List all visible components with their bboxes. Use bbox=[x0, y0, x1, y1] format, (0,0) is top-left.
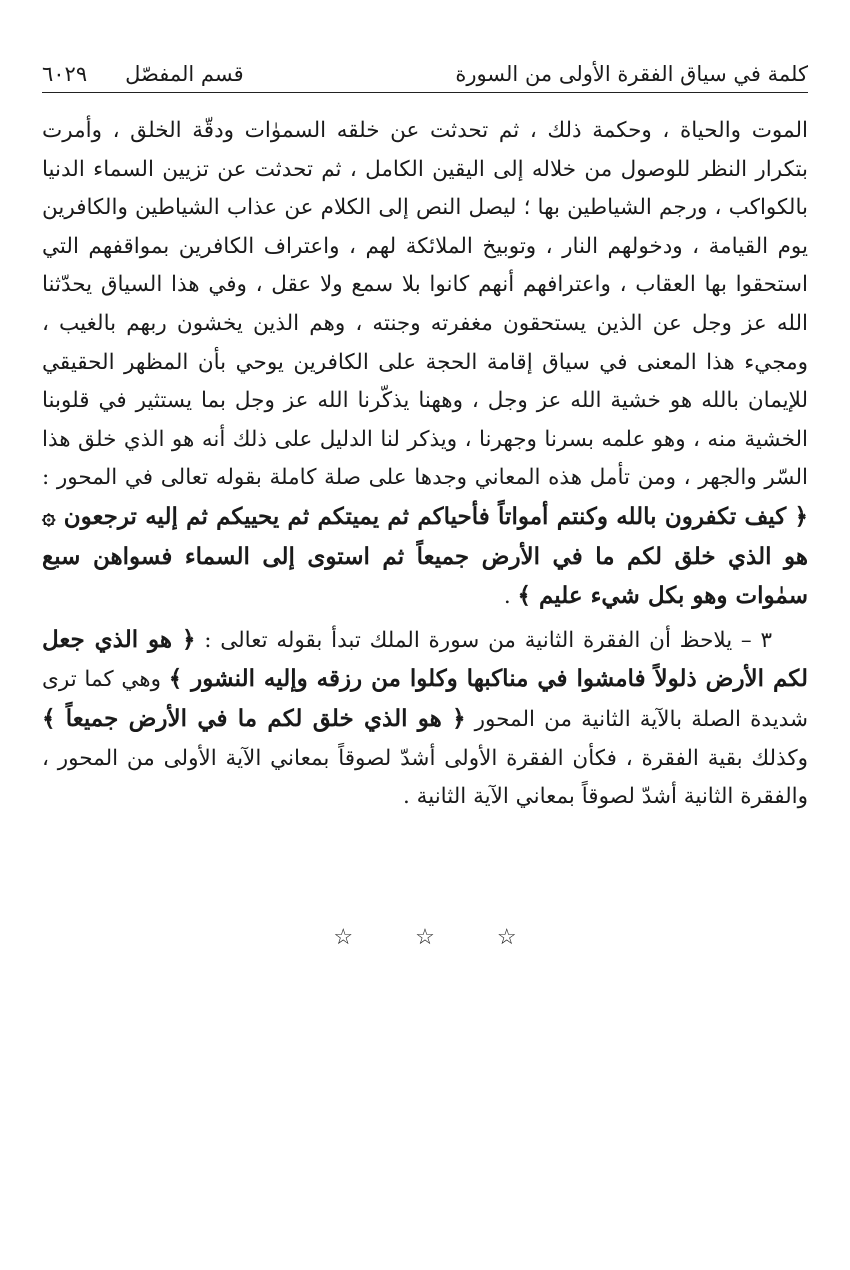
header-meta bbox=[42, 62, 244, 86]
quran-verse-2: ﴿ هو الذي جعل لكم الأرض ذلولاً فامشوا في مناكبها وكلوا من رزقه وإليه النشور ﴾ bbox=[42, 625, 808, 693]
paragraph-2-text-b: وهي كما ترى شديدة الصلة بالآية الثانية من المحور bbox=[42, 667, 808, 732]
quran-verse-3: ﴿ هو الذي خلق لكم ما في الأرض جميعاً ﴾ bbox=[42, 704, 466, 732]
main-text bbox=[42, 112, 808, 817]
paragraph-1-text: الموت والحياة ، وحكمة ذلك ، ثم تحدثت عن خلقه السموٰات ودقّة الخلق ، وأمرت بتكرار النظر للوصول من خلاله إلى اليقين الكامل ، ثم تحدثت عن تزيين السماء الدنيا بالكواكب ، ورجم الشياطين بها ؛ ليصل النص إلى الكلام عن عذاب الشياطين والكافرين يوم القيامة ، ودخولهم النار ، وتوبيخ الملائكة لهم ، واعتراف الكافرين بمواقفهم التي استحقوا بها العقاب ، واعترافهم أنهم كانوا بلا سمع ولا عقل ، وفي هذا السياق يحدّثنا الله عز وجل عن الذين يستحقون مغفرته وجنته ، وهم الذين يخشون ربهم بالغيب ، ومجيء هذا المعنى في سياق إقامة الحجة على الكافرين يوحي بأن المظهر الحقيقي للإيمان بالله هو خشية الله عز وجل ، وههنا يذكّرنا الله عز وجل بما يستثير في قلوبنا الخشية منه ، وهو علمه بسرنا وجهرنا ، ويذكر لنا الدليل على ذلك أنه هو الذي خلق هذا السّر والجهر ، ومن تأمل هذه المعاني وجدها على صلة كاملة بقوله تعالى في المحور : bbox=[42, 118, 808, 491]
paragraph-2 bbox=[42, 621, 808, 817]
quran-verse-1: ﴿ كيف تكفرون بالله وكنتم أمواتاً فأحياكم ثم يميتكم ثم يحييكم ثم إليه ترجعون ۞ هو الذي خلق لكم ما في الأرض جميعاً ثم استوى إلى السماء فسواهن سبع سمٰوات وهو بكل شيء عليم ﴾ bbox=[42, 502, 808, 610]
star-icon: ☆ bbox=[496, 925, 517, 950]
paragraph-1-end: . bbox=[503, 584, 518, 610]
section-name: قسم المفصّل bbox=[125, 62, 244, 86]
paragraph-2-text-c: وكذلك بقية الفقرة ، فكأن الفقرة الأولى أشدّ لصوقاً بمعاني الآية الأولى من المحور ، والفقرة الثانية أشدّ لصوقاً بمعاني الآية الثانية . bbox=[42, 745, 808, 810]
star-icon: ☆ bbox=[415, 925, 435, 950]
paragraph-2-text-a: ٣ – يلاحظ أن الفقرة الثانية من سورة الملك تبدأ بقوله تعالى : bbox=[204, 627, 772, 653]
chapter-title: كلمة في سياق الفقرة الأولى من السورة bbox=[455, 62, 808, 86]
running-header bbox=[42, 50, 808, 93]
paragraph-1 bbox=[42, 112, 808, 617]
star-icon: ☆ bbox=[333, 925, 354, 950]
section-divider bbox=[0, 925, 850, 950]
page-number: ٦٠٢٩ bbox=[42, 62, 88, 86]
